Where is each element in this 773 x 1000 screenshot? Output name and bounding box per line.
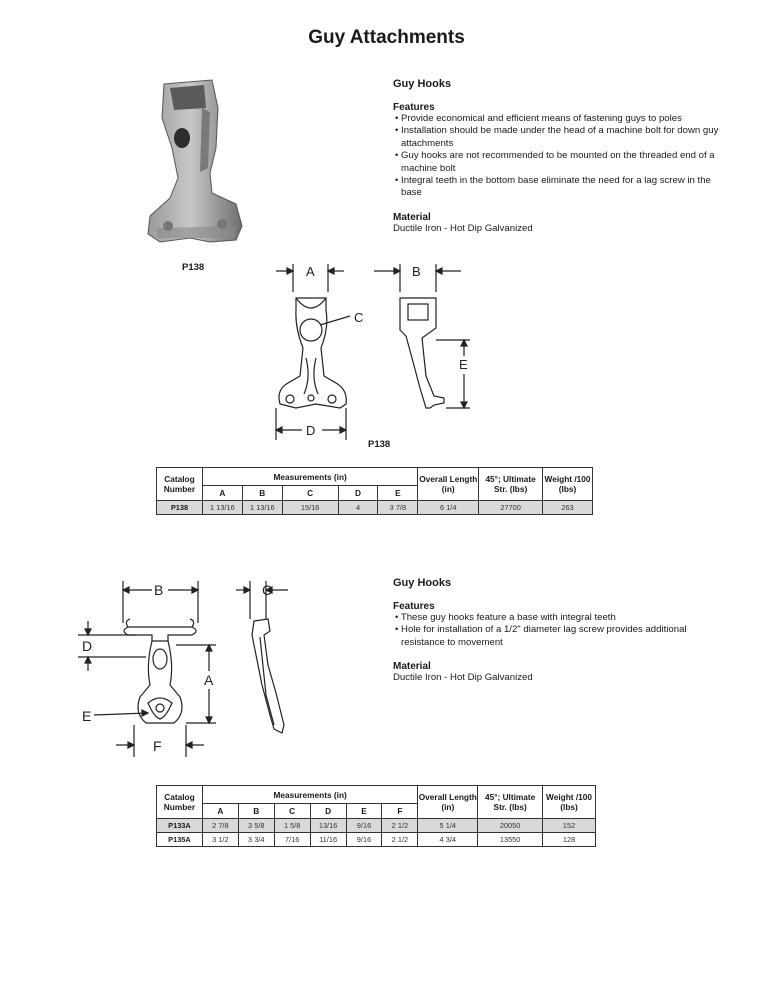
section2-material: Ductile Iron - Hot Dip Galvanized xyxy=(393,672,533,684)
cell-a: 2 7/8 xyxy=(202,819,238,833)
cell-ultimate: 27700 xyxy=(479,501,543,515)
dim-label-a: A xyxy=(306,264,315,279)
feature-item: • Provide economical and efficient means of fastening guys to poles xyxy=(393,113,728,125)
dim-label-f: F xyxy=(153,738,162,754)
measurements-header: Measurements (in) xyxy=(202,786,417,804)
cell-c: 1 5/8 xyxy=(274,819,310,833)
drawing-label-p138: P138 xyxy=(368,439,391,450)
cell-catalog: P138 xyxy=(157,501,203,515)
page-title: Guy Attachments xyxy=(308,27,465,48)
weight-header: Weight /100 (lbs) xyxy=(543,786,596,819)
col-header-b: B xyxy=(242,486,282,501)
dim-label-e: E xyxy=(459,357,468,372)
dim-label-b: B xyxy=(412,264,421,279)
cell-c: 15/16 xyxy=(282,501,338,515)
section2-heading: Guy Hooks xyxy=(393,577,452,589)
cell-overall: 6 1/4 xyxy=(418,501,479,515)
cell-d: 13/16 xyxy=(310,819,346,833)
cell-catalog: P135A xyxy=(157,833,203,847)
col-header-f: F xyxy=(382,804,418,819)
cell-a: 3 1/2 xyxy=(202,833,238,847)
ultimate-header: 45°; Ultimate Str. (lbs) xyxy=(478,786,543,819)
section1-material: Ductile Iron - Hot Dip Galvanized xyxy=(393,222,533,234)
p133a-p135a-dimension-drawing xyxy=(76,575,306,760)
cell-a: 1 13/16 xyxy=(202,501,242,515)
table-row xyxy=(157,819,596,833)
col-header-a: A xyxy=(202,486,242,501)
dim-label-c: C xyxy=(354,310,364,325)
dim-label-a: A xyxy=(204,672,214,688)
cell-overall: 5 1/4 xyxy=(418,819,478,833)
cell-e: 9/16 xyxy=(346,833,382,847)
cell-ultimate: 20050 xyxy=(478,819,543,833)
cell-b: 3 3/4 xyxy=(238,833,274,847)
p138-dimension-drawing xyxy=(266,258,476,453)
ultimate-header: 45°; Ultimate Str. (lbs) xyxy=(479,468,543,501)
section2-material-label: Material xyxy=(393,661,431,673)
feature-item: • Guy hooks are not recommended to be mounted on the threaded end of a machine bolt xyxy=(393,150,728,175)
col-header-a: A xyxy=(202,804,238,819)
guy-hook-photo-p138 xyxy=(140,78,250,253)
dim-label-d: D xyxy=(82,638,93,654)
col-header-d: D xyxy=(310,804,346,819)
cell-overall: 4 3/4 xyxy=(418,833,478,847)
section1-material-label: Material xyxy=(393,211,431,223)
cell-d: 4 xyxy=(338,501,378,515)
overall-header: Overall Length (in) xyxy=(418,468,479,501)
section1-features-label: Features xyxy=(393,102,435,113)
feature-item: • These guy hooks feature a base with integral teeth xyxy=(393,612,723,624)
p138-spec-table xyxy=(156,467,593,515)
cell-weight: 152 xyxy=(543,819,596,833)
section2-features-list xyxy=(393,612,723,649)
overall-header: Overall Length (in) xyxy=(418,786,478,819)
feature-item: • Integral teeth in the bottom base eliminate the need for a lag screw in the base xyxy=(393,175,728,200)
table-row xyxy=(157,833,596,847)
photo-label-p138: P138 xyxy=(182,262,205,273)
section2-features-label: Features xyxy=(393,601,435,612)
cell-e: 9/16 xyxy=(346,819,382,833)
cell-weight: 128 xyxy=(543,833,596,847)
cell-e: 3 7/8 xyxy=(378,501,418,515)
p133a-p135a-spec-table xyxy=(156,785,596,847)
measurements-header: Measurements (in) xyxy=(202,468,417,486)
cell-f: 2 1/2 xyxy=(382,833,418,847)
col-header-c: C xyxy=(282,486,338,501)
col-header-e: E xyxy=(378,486,418,501)
cell-ultimate: 13550 xyxy=(478,833,543,847)
cell-b: 1 13/16 xyxy=(242,501,282,515)
feature-item: • Installation should be made under the head of a machine bolt for down guy attachments xyxy=(393,125,728,150)
cell-c: 7/16 xyxy=(274,833,310,847)
col-header-c: C xyxy=(274,804,310,819)
section2-text xyxy=(393,577,723,685)
col-header-e: E xyxy=(346,804,382,819)
table-row xyxy=(157,501,593,515)
section1-heading: Guy Hooks xyxy=(393,78,452,90)
cell-catalog: P133A xyxy=(157,819,203,833)
col-header-b: B xyxy=(238,804,274,819)
cell-d: 11/16 xyxy=(310,833,346,847)
cell-b: 3 5/8 xyxy=(238,819,274,833)
cell-weight: 263 xyxy=(543,501,593,515)
dim-label-b: B xyxy=(154,582,164,598)
catalog-header: Catalog Number xyxy=(157,468,203,501)
col-header-d: D xyxy=(338,486,378,501)
weight-header: Weight /100 (lbs) xyxy=(543,468,593,501)
section1-text xyxy=(393,78,728,235)
dim-label-c: C xyxy=(262,582,273,598)
dim-label-d: D xyxy=(306,423,316,438)
feature-item: • Hole for installation of a 1/2" diameter lag screw provides additional resistance to movement xyxy=(393,624,723,649)
dim-label-e: E xyxy=(82,708,92,724)
catalog-header: Catalog Number xyxy=(157,786,203,819)
section1-features-list xyxy=(393,113,728,200)
cell-f: 2 1/2 xyxy=(382,819,418,833)
